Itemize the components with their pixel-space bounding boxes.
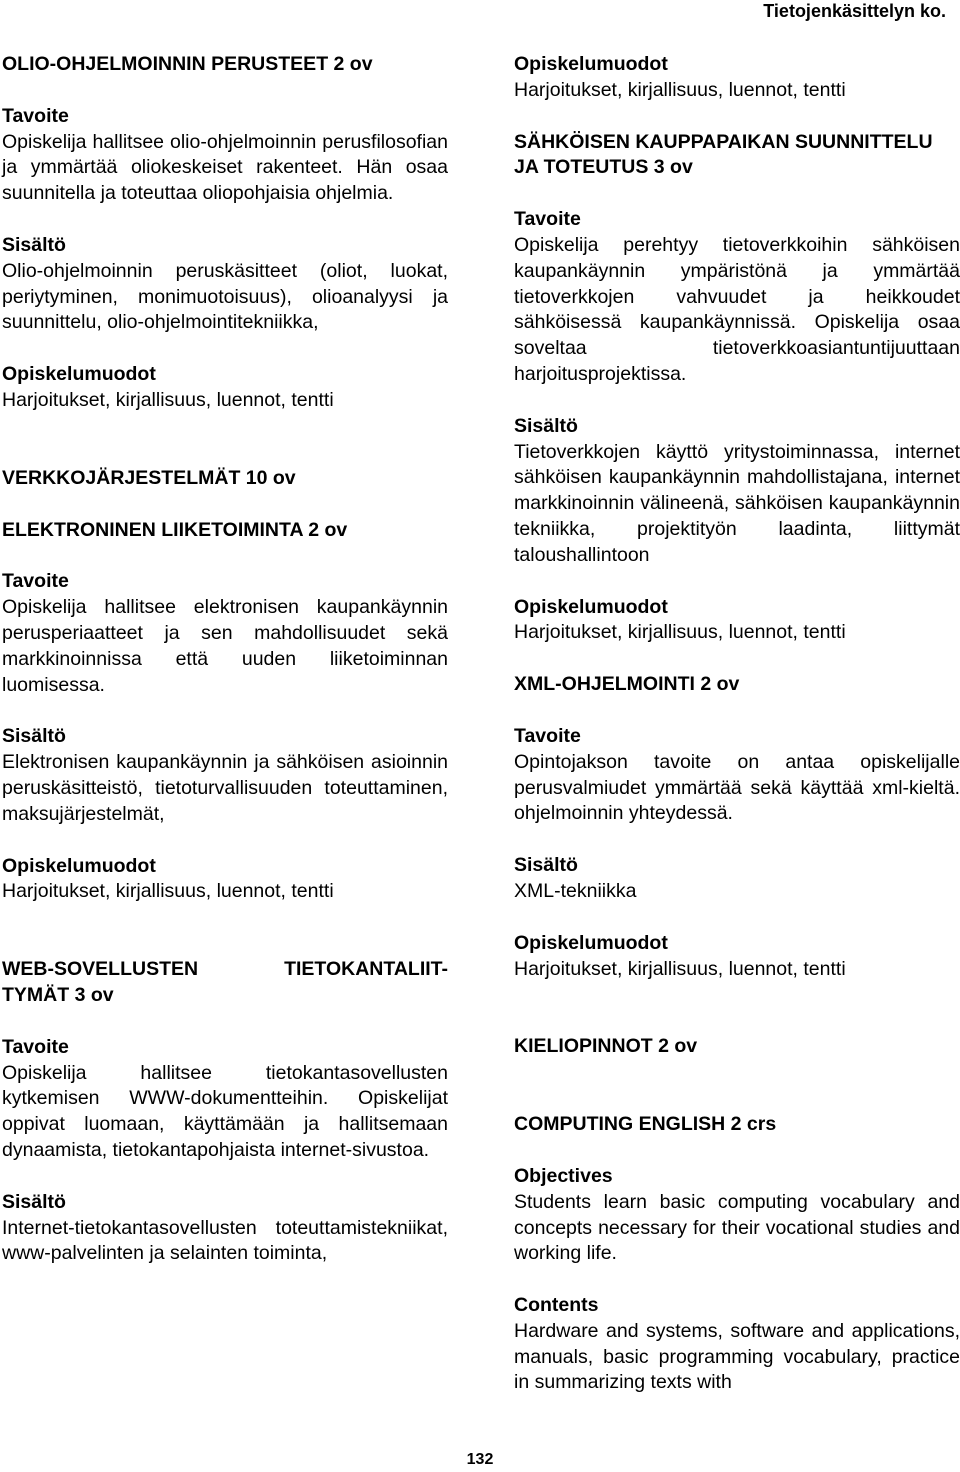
text-sisalto: Internet-tietokantasovellusten toteuttamistekniikat, www-palvelinten ja selainten toiminta, [2,1216,448,1265]
page-number: 132 [466,1451,494,1468]
text-contents: Hardware and systems, software and applications, manuals, basic programming vocabulary, practice in summarizing texts with [514,1319,960,1394]
course-title-web-c: TYMÄT 3 ov [2,983,114,1006]
label-sisalto: Sisältö [514,414,578,437]
text-opiskelumuodot: Harjoitukset, kirjallisuus, luennot, tentti [2,880,334,903]
text-opiskelumuodot: Harjoitukset, kirjallisuus, luennot, tentti [514,621,846,644]
course-title-sahkoinen: SÄHKÖISEN KAUPPAPAIKAN SUUNNITTELU JA TOTEUTUS 3 ov [514,130,933,179]
label-sisalto: Sisältö [2,1190,66,1213]
course-title-elektroninen: ELEKTRONINEN LIIKETOIMINTA 2 ov [2,518,348,541]
label-sisalto: Sisältö [514,854,578,877]
label-tavoite: Tavoite [2,1035,69,1058]
text-opiskelumuodot: Harjoitukset, kirjallisuus, luennot, tentti [514,78,846,101]
label-opiskelumuodot: Opiskelumuodot [514,931,668,954]
course-title-web [2,957,448,983]
course-title-xml: XML-OHJELMOINTI 2 ov [514,673,740,696]
label-sisalto: Sisältö [2,725,66,748]
text-tavoite: Opiskelija perehtyy tietoverkkoihin sähköisen kaupankäynnin ympäristönä ja ymmärtää tietoverkkojen vahvuudet ja heikkoudet sähköisessä kaupankäynnissä. Opiskelija osaa soveltaa tietoverkkoasiantuntijuuttaan harjoitusprojektissa. [514,233,960,385]
running-header: Tietojenkäsittelyn ko. [763,1,946,21]
text-objectives: Students learn basic computing vocabulary and concepts necessary for their vocational studies and working life. [514,1190,960,1265]
course-title-verkko: VERKKOJÄRJESTELMÄT 10 ov [2,466,296,489]
label-tavoite: Tavoite [514,724,581,747]
course-title-web-b: TIETOKANTALIIT- [284,958,448,981]
course-title-kieliopinnot: KIELIOPINNOT 2 ov [514,1035,698,1058]
text-tavoite: Opiskelija hallitsee olio-ohjelmoinnin perusfilosofian ja ymmärtää oliokeskeiset rakenteet. Hän osaa suunnitella ja toteuttaa oliopohjaisia ohjelmia. [2,130,448,205]
label-contents: Contents [514,1294,599,1317]
course-title-computing-english: COMPUTING ENGLISH 2 crs [514,1113,777,1136]
label-opiskelumuodot: Opiskelumuodot [514,595,668,618]
label-sisalto: Sisältö [2,233,66,256]
text-sisalto: XML-tekniikka [514,879,637,902]
label-opiskelumuodot: Opiskelumuodot [2,363,156,386]
label-opiskelumuodot: Opiskelumuodot [514,53,668,75]
text-sisalto: Elektronisen kaupankäynnin ja sähköisen asioinnin peruskäsitteistö, tietoturvallisuuden toteuttaminen, maksujärjestelmät, [2,751,448,825]
label-tavoite: Tavoite [514,208,581,231]
text-opiskelumuodot: Harjoitukset, kirjallisuus, luennot, tentti [514,957,846,980]
text-tavoite: Opiskelija hallitsee tietokantasovellusten kytkemisen WWW-dokumentteihin. Opiskelijat oppivat luomaan, käyttämään ja hallitsemaan dynaamista, tietokantapohjaista internet-sivustoa. [2,1061,448,1161]
text-tavoite: Opintojakson tavoite on antaa opiskelijalle perusvalmiudet ymmärtää sekä käyttää xml-kieltä. ohjelmoinnin yhteydessä. [514,750,960,825]
course-title-olio: OLIO-OHJELMOINNIN PERUSTEET 2 ov [2,53,373,75]
text-sisalto: Olio-ohjelmoinnin peruskäsitteet (oliot, luokat, periytyminen, monimuotoisuus), olioanalyysi ja suunnittelu, olio-ohjelmointitekniikka, [2,259,448,334]
right-column [514,52,960,1396]
text-tavoite: Opiskelija hallitsee elektronisen kaupankäynnin perusperiaatteet ja sen mahdollisuudet sekä markkinoinnissa että uuden liiketoiminnan luomisessa. [2,596,448,696]
text-opiskelumuodot: Harjoitukset, kirjallisuus, luennot, tentti [2,388,334,411]
left-column [2,52,448,1267]
text-sisalto: Tietoverkkojen käyttö yritystoiminnassa, internet sähköisen kaupankäynnin mahdollistajana, internet markkinoinnin välineenä, sähköisen kaupankäynnin tekniikka, projektityön laadinta, liittymät taloushallintoon [514,440,960,566]
label-tavoite: Tavoite [2,570,69,593]
label-tavoite: Tavoite [2,104,69,127]
label-opiskelumuodot: Opiskelumuodot [2,854,156,877]
course-title-web-a: WEB-SOVELLUSTEN [2,958,199,981]
label-objectives: Objectives [514,1164,613,1187]
